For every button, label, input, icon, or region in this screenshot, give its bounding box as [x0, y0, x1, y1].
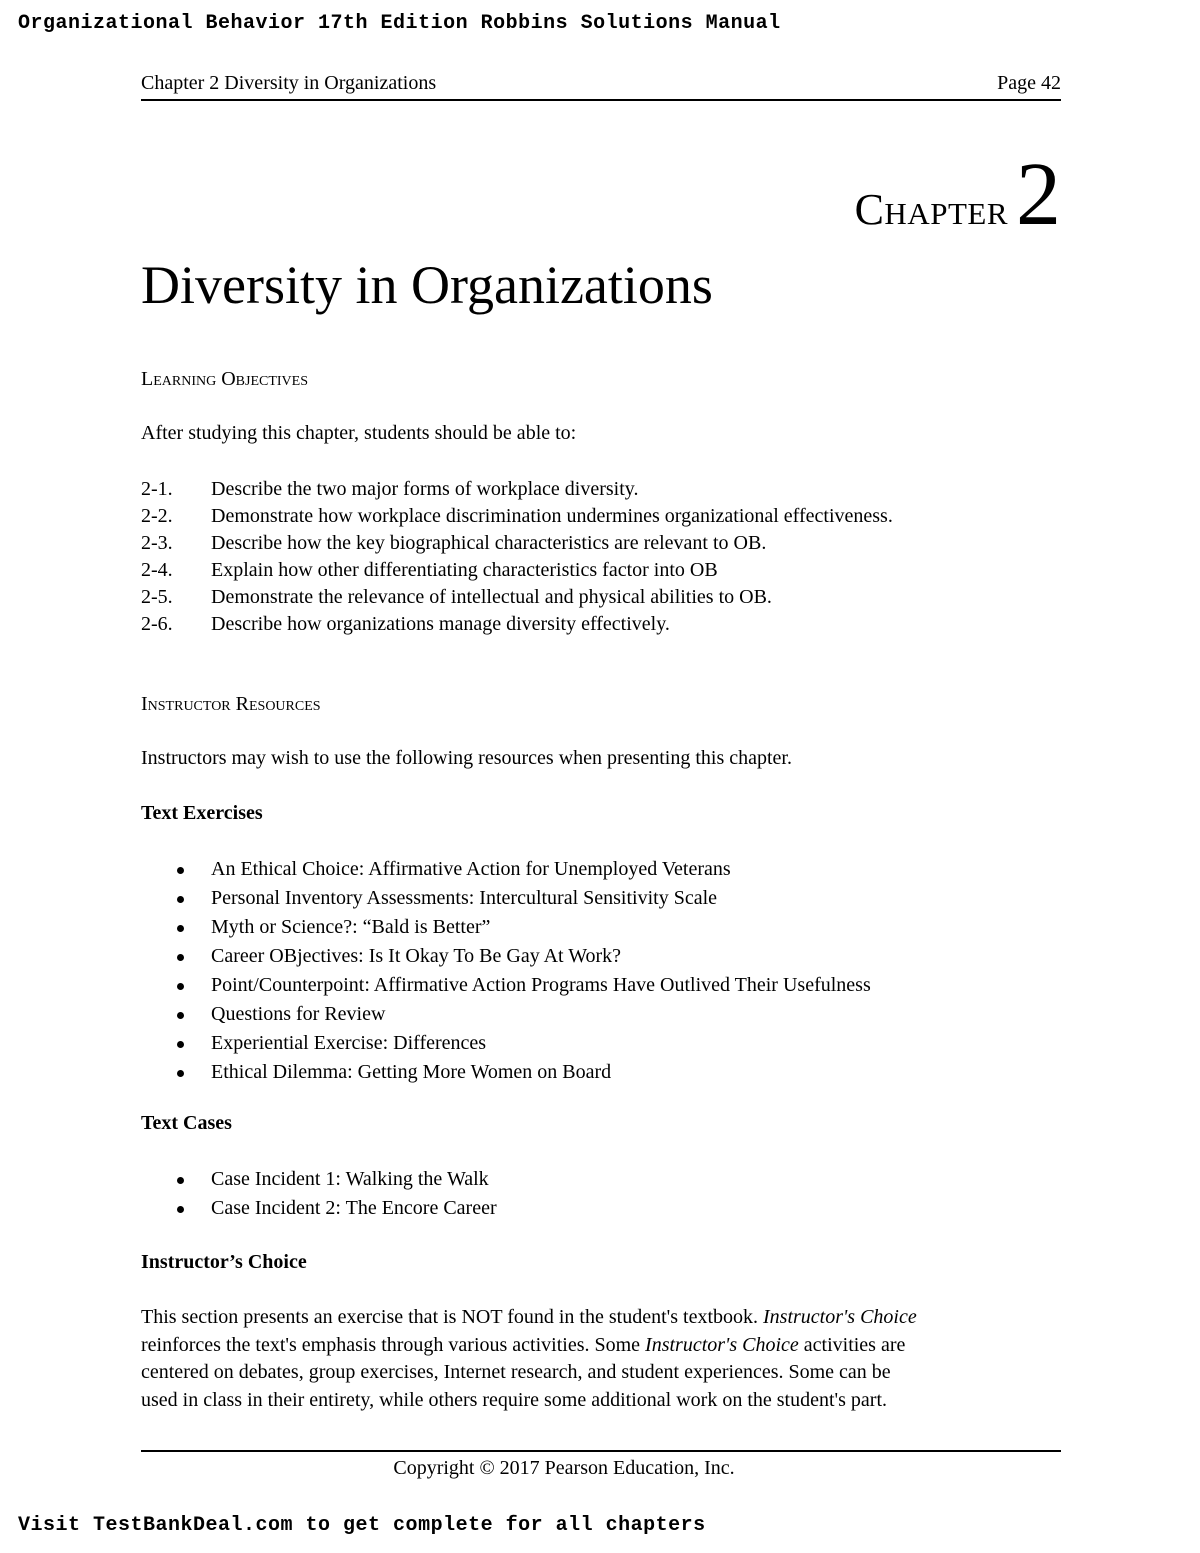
chapter-label [854, 145, 1061, 244]
chapter-label-number: 2 [1016, 145, 1061, 244]
paragraph-line [141, 1332, 1061, 1360]
bullet-icon [177, 1177, 184, 1184]
bullet-icon [177, 867, 184, 874]
objective-item [141, 611, 893, 638]
text-cases-heading: Text Cases [141, 1112, 232, 1134]
list-item [141, 884, 871, 913]
list-item-text: An Ethical Choice: Affirmative Action for Unemployed Veterans [211, 858, 731, 880]
objective-item [141, 557, 893, 584]
objective-number: 2-6. [141, 613, 173, 635]
running-header-page: Page 42 [997, 72, 1061, 94]
list-item-text: Ethical Dilemma: Getting More Women on Board [211, 1061, 612, 1083]
objective-item [141, 530, 893, 557]
top-banner: Organizational Behavior 17th Edition Robbins Solutions Manual [18, 12, 781, 35]
copyright-notice: Copyright © 2017 Pearson Education, Inc. [393, 1457, 735, 1479]
objective-number: 2-1. [141, 478, 173, 500]
paragraph-line [141, 1304, 1061, 1332]
list-item [141, 855, 871, 884]
learning-objectives-heading: Learning Objectives [141, 368, 308, 390]
list-item [141, 1000, 871, 1029]
running-header-chapter: Chapter 2 Diversity in Organizations [141, 72, 437, 94]
instructors-choice-paragraph [141, 1304, 1061, 1414]
bullet-icon [177, 896, 184, 903]
list-item [141, 1194, 497, 1223]
list-item-text: Point/Counterpoint: Affirmative Action Programs Have Outlived Their Usefulness [211, 974, 871, 996]
objective-text: Demonstrate the relevance of intellectual and physical abilities to OB. [211, 586, 772, 608]
bottom-banner: Visit TestBankDeal.com to get complete for all chapters [18, 1514, 706, 1537]
learning-objectives-list [141, 476, 893, 638]
text-exercises-heading: Text Exercises [141, 802, 263, 824]
objective-number: 2-5. [141, 586, 173, 608]
list-item-text: Case Incident 1: Walking the Walk [211, 1168, 489, 1190]
list-item-text: Questions for Review [211, 1003, 386, 1025]
running-header [141, 72, 1061, 101]
paragraph-line: used in class in their entirety, while others require some additional work on the student's part. [141, 1388, 888, 1411]
paragraph-text: reinforces the text's emphasis through various activities. Some [141, 1333, 646, 1356]
text-exercises-list [141, 855, 871, 1087]
bullet-icon [177, 925, 184, 932]
instructor-resources-intro: Instructors may wish to use the following resources when presenting this chapter. [141, 747, 792, 769]
chapter-title: Diversity in Organizations [141, 255, 713, 315]
objective-item [141, 584, 893, 611]
text-cases-list [141, 1165, 497, 1223]
list-item-text: Personal Inventory Assessments: Intercultural Sensitivity Scale [211, 887, 718, 909]
objective-number: 2-4. [141, 559, 173, 581]
bullet-icon [177, 1012, 184, 1019]
list-item-text: Case Incident 2: The Encore Career [211, 1197, 497, 1219]
footer-divider [141, 1450, 1061, 1452]
bullet-icon [177, 954, 184, 961]
objective-text: Describe how the key biographical characteristics are relevant to OB. [211, 532, 767, 554]
objective-text: Explain how other differentiating characteristics factor into OB [211, 559, 718, 581]
paragraph-emphasis: Instructor's Choice [763, 1306, 917, 1328]
list-item [141, 913, 871, 942]
list-item-text: Experiential Exercise: Differences [211, 1032, 487, 1054]
objective-text: Demonstrate how workplace discrimination undermines organizational effectiveness. [211, 505, 893, 527]
list-item [141, 1165, 497, 1194]
list-item [141, 942, 871, 971]
objective-number: 2-2. [141, 505, 173, 527]
objective-text: Describe how organizations manage diversity effectively. [211, 613, 670, 635]
bullet-icon [177, 1206, 184, 1213]
list-item [141, 971, 871, 1000]
paragraph-line: centered on debates, group exercises, Internet research, and student experiences. Some can be [141, 1361, 891, 1383]
paragraph-text: This section presents an exercise that is NOT found in the student's textbook. [141, 1306, 764, 1328]
list-item [141, 1029, 871, 1058]
bullet-icon [177, 983, 184, 990]
list-item-text: Myth or Science?: “Bald is Better” [211, 916, 491, 938]
objective-number: 2-3. [141, 532, 173, 554]
instructor-resources-heading: Instructor Resources [141, 693, 321, 715]
objective-item [141, 503, 893, 530]
list-item [141, 1058, 871, 1087]
paragraph-text: activities are [798, 1333, 906, 1356]
chapter-label-word: Chapter [854, 185, 1008, 234]
instructors-choice-heading: Instructor’s Choice [141, 1251, 307, 1273]
paragraph-emphasis: Instructor's Choice [645, 1333, 799, 1356]
bullet-icon [177, 1041, 184, 1048]
learning-objectives-intro: After studying this chapter, students should be able to: [141, 422, 577, 444]
objective-item [141, 476, 893, 503]
list-item-text: Career OBjectives: Is It Okay To Be Gay At Work? [211, 945, 622, 967]
bullet-icon [177, 1070, 184, 1077]
objective-text: Describe the two major forms of workplace diversity. [211, 478, 639, 500]
